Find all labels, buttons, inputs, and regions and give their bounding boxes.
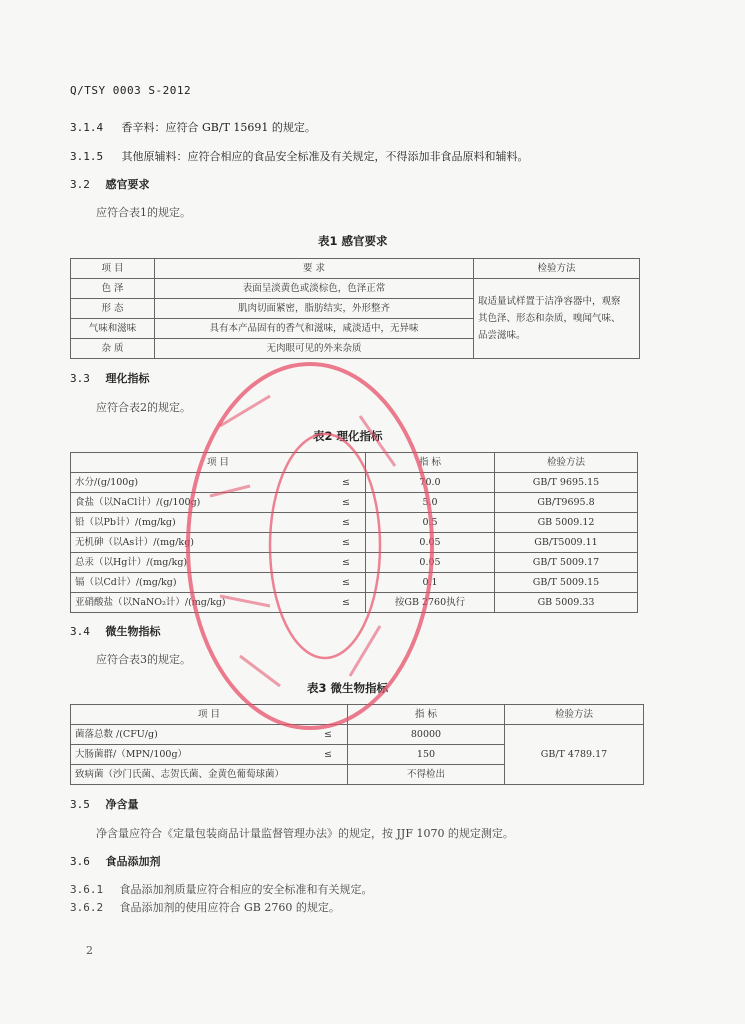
table-row — [71, 725, 644, 745]
table-cell: 亚硝酸盐（以NaNO₂计）/(mg/kg) — [71, 593, 328, 613]
table-row — [71, 513, 638, 533]
section-number: 3.3 — [70, 372, 90, 385]
table-cell: ≤ — [327, 553, 366, 573]
table-cell: 0.05 — [366, 553, 495, 573]
method-line: 取适量试样置于洁净容器中，观察 — [478, 296, 621, 307]
table-row — [71, 533, 638, 553]
table-header: 指 标 — [366, 453, 495, 473]
clause-number: 3.1.5 — [70, 150, 104, 163]
clause-text: 食品添加剂的使用应符合 GB 2760 的规定。 — [119, 901, 340, 914]
table-cell: 0.5 — [366, 513, 495, 533]
table-cell: GB/T 5009.15 — [495, 573, 638, 593]
table-cell: 铅（以Pb计）/(mg/kg) — [71, 513, 328, 533]
table-cell: ≤ — [327, 473, 366, 493]
table-cell: ≤ — [327, 573, 366, 593]
table-cell: ≤ — [327, 533, 366, 553]
table-2-physicochemical — [70, 452, 638, 613]
table-3-microbiological — [70, 704, 644, 785]
table-cell: 70.0 — [366, 473, 495, 493]
table-cell: 不得检出 — [348, 765, 505, 785]
table-cell: 镉（以Cd计）/(mg/kg) — [71, 573, 328, 593]
table-cell: 按GB 2760执行 — [366, 593, 495, 613]
table-1-method-cell — [474, 279, 640, 359]
table-cell: 食盐（以NaCl计）/(g/100g) — [71, 493, 328, 513]
section-title: 理化指标 — [105, 372, 150, 385]
page-number: 2 — [86, 944, 93, 957]
table-cell: 0.05 — [366, 533, 495, 553]
table-header-row — [71, 705, 644, 725]
method-line: 其色泽、形态和杂质，嗅闻气味、 — [478, 313, 621, 324]
clause-number: 3.6.1 — [70, 883, 104, 896]
table-header-row — [71, 453, 638, 473]
table-3-caption: 表3 微生物指标 — [307, 681, 389, 695]
section-number: 3.2 — [70, 178, 90, 191]
table-header: 项 目 — [71, 705, 348, 725]
table-cell: 无机砷（以As计）/(mg/kg) — [71, 533, 328, 553]
method-line: 品尝滋味。 — [478, 330, 526, 341]
table-cell: 80000 — [348, 725, 505, 745]
section-number: 3.6 — [70, 855, 90, 868]
clause-text: 香辛料：应符合 GB/T 15691 的规定。 — [121, 121, 316, 134]
clause-text: 其他原辅料：应符合相应的食品安全标准及有关规定，不得添加非食品原料和辅料。 — [121, 150, 529, 163]
section-3-3-paragraph: 应符合表2的规定。 — [96, 401, 191, 414]
table-row — [71, 553, 638, 573]
table-cell: 水分/(g/100g) — [71, 473, 328, 493]
clause-3-6-2 — [70, 899, 340, 915]
table-cell: GB/T 5009.17 — [495, 553, 638, 573]
table-cell: ≤ — [327, 593, 366, 613]
table-cell: 致病菌（沙门氏菌、志贺氏菌、金黄色葡萄球菌） — [71, 765, 348, 785]
table-2-caption: 表2 理化指标 — [313, 429, 383, 443]
section-number: 3.4 — [70, 625, 90, 638]
table-header: 要 求 — [155, 259, 474, 279]
section-3-2-heading — [70, 176, 150, 192]
section-3-2-paragraph: 应符合表1的规定。 — [96, 206, 191, 219]
section-3-4-paragraph: 应符合表3的规定。 — [96, 653, 191, 666]
table-cell: 0.1 — [366, 573, 495, 593]
section-3-5-heading — [70, 796, 139, 812]
clause-text: 食品添加剂质量应符合相应的安全标准和有关规定。 — [119, 883, 373, 896]
section-title: 食品添加剂 — [105, 855, 161, 868]
table-row — [71, 593, 638, 613]
table-row — [71, 573, 638, 593]
table-cell: 形 态 — [71, 299, 155, 319]
clause-3-1-5 — [70, 148, 529, 164]
table-cell: 总汞（以Hg计）/(mg/kg) — [71, 553, 328, 573]
table-3-method-cell: GB/T 4789.17 — [505, 725, 644, 785]
table-cell: ≤ — [309, 725, 348, 745]
section-title: 感官要求 — [105, 178, 150, 191]
table-1-caption: 表1 感官要求 — [318, 234, 388, 248]
section-title: 微生物指标 — [105, 625, 161, 638]
table-cell: GB/T9695.8 — [495, 493, 638, 513]
document-code: Q/TSY 0003 S-2012 — [70, 84, 192, 97]
table-cell: 气味和滋味 — [71, 319, 155, 339]
table-cell: 150 — [348, 745, 505, 765]
table-header: 指 标 — [348, 705, 505, 725]
table-cell: GB 5009.33 — [495, 593, 638, 613]
section-3-6-heading — [70, 853, 161, 869]
clause-number: 3.6.2 — [70, 901, 104, 914]
table-cell: ≤ — [327, 513, 366, 533]
table-cell: 无肉眼可见的外来杂质 — [155, 339, 474, 359]
table-cell: 肌肉切面紧密，脂肪结实，外形整齐 — [155, 299, 474, 319]
table-header: 检验方法 — [495, 453, 638, 473]
clause-3-6-1 — [70, 881, 373, 897]
clause-number: 3.1.4 — [70, 121, 104, 134]
table-row — [71, 493, 638, 513]
section-3-5-paragraph: 净含量应符合《定量包装商品计量监督管理办法》的规定，按 JJF 1070 的规定测定。 — [96, 827, 514, 840]
table-cell: 大肠菌群/（MPN/100g） — [71, 745, 310, 765]
table-cell: GB/T5009.11 — [495, 533, 638, 553]
table-cell: GB 5009.12 — [495, 513, 638, 533]
table-header: 检验方法 — [505, 705, 644, 725]
section-3-3-heading — [70, 370, 150, 386]
table-cell: 具有本产品固有的香气和滋味，咸淡适中，无异味 — [155, 319, 474, 339]
table-row — [71, 279, 640, 299]
clause-3-1-4 — [70, 119, 316, 135]
table-cell: 色 泽 — [71, 279, 155, 299]
section-title: 净含量 — [105, 798, 139, 811]
table-cell: GB/T 9695.15 — [495, 473, 638, 493]
table-row — [71, 473, 638, 493]
table-header: 检验方法 — [474, 259, 640, 279]
table-header: 项 目 — [71, 259, 155, 279]
section-number: 3.5 — [70, 798, 90, 811]
table-cell: 菌落总数 /(CFU/g) — [71, 725, 310, 745]
table-cell: ≤ — [309, 745, 348, 765]
table-header-row — [71, 259, 640, 279]
table-cell: ≤ — [327, 493, 366, 513]
table-cell: 5.0 — [366, 493, 495, 513]
table-cell: 杂 质 — [71, 339, 155, 359]
table-header: 项 目 — [71, 453, 366, 473]
section-3-4-heading — [70, 623, 161, 639]
table-1-sensory — [70, 258, 640, 359]
table-cell: 表面呈淡黄色或淡棕色，色泽正常 — [155, 279, 474, 299]
